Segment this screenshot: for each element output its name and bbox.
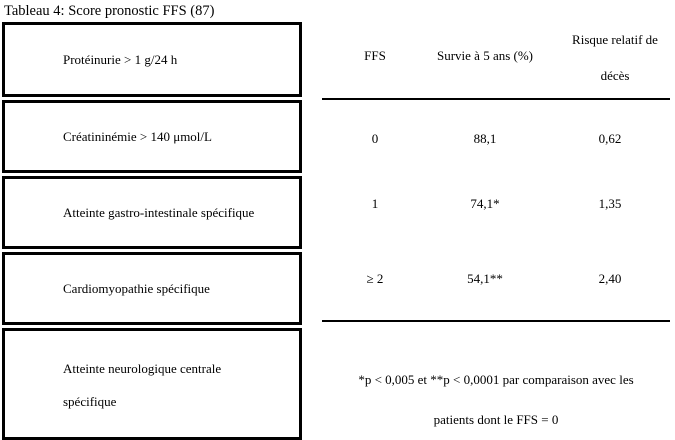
row-survie: 54,1** — [467, 271, 503, 286]
criterion-label — [63, 352, 253, 418]
criterion-cell — [2, 328, 302, 440]
criterion-label: Créatininémie > 140 μmol/L — [63, 128, 212, 144]
criterion-label: Atteinte gastro-intestinale spécifique — [63, 204, 255, 220]
footnote — [322, 360, 670, 440]
row-ffs: ≥ 2 — [366, 271, 384, 286]
criterion-cell — [2, 252, 302, 325]
row-risque: 0,62 — [598, 131, 622, 146]
header-rule — [322, 98, 670, 100]
table-caption: Tableau 4: Score pronostic FFS (87) — [4, 3, 215, 19]
row-risque: 2,40 — [598, 271, 622, 286]
header-ffs: FFS — [364, 48, 386, 63]
criterion-cell — [2, 100, 302, 173]
criterion-label: Cardiomyopathie spécifique — [63, 280, 210, 296]
footnote-line-2: patients dont le FFS = 0 — [433, 412, 559, 427]
row-risque: 1,35 — [598, 196, 622, 211]
row-survie: 88,1 — [473, 131, 497, 146]
criterion-label: Protéinurie > 1 g/24 h — [63, 51, 178, 67]
header-survie: Survie à 5 ans (%) — [436, 48, 534, 63]
criterion-cell — [2, 22, 302, 97]
row-ffs: 0 — [371, 131, 379, 146]
row-ffs: 1 — [371, 196, 379, 211]
footnote-line-1: *p < 0,005 et **p < 0,0001 par comparaison avec les — [358, 372, 634, 387]
header-risque-2: décès — [600, 68, 630, 83]
bottom-rule — [322, 320, 670, 322]
header-risque-1: Risque relatif de — [572, 32, 658, 47]
row-survie: 74,1* — [470, 196, 500, 211]
criterion-cell — [2, 176, 302, 249]
criterion-text: Atteinte neurologique centrale spécifique — [63, 361, 222, 409]
